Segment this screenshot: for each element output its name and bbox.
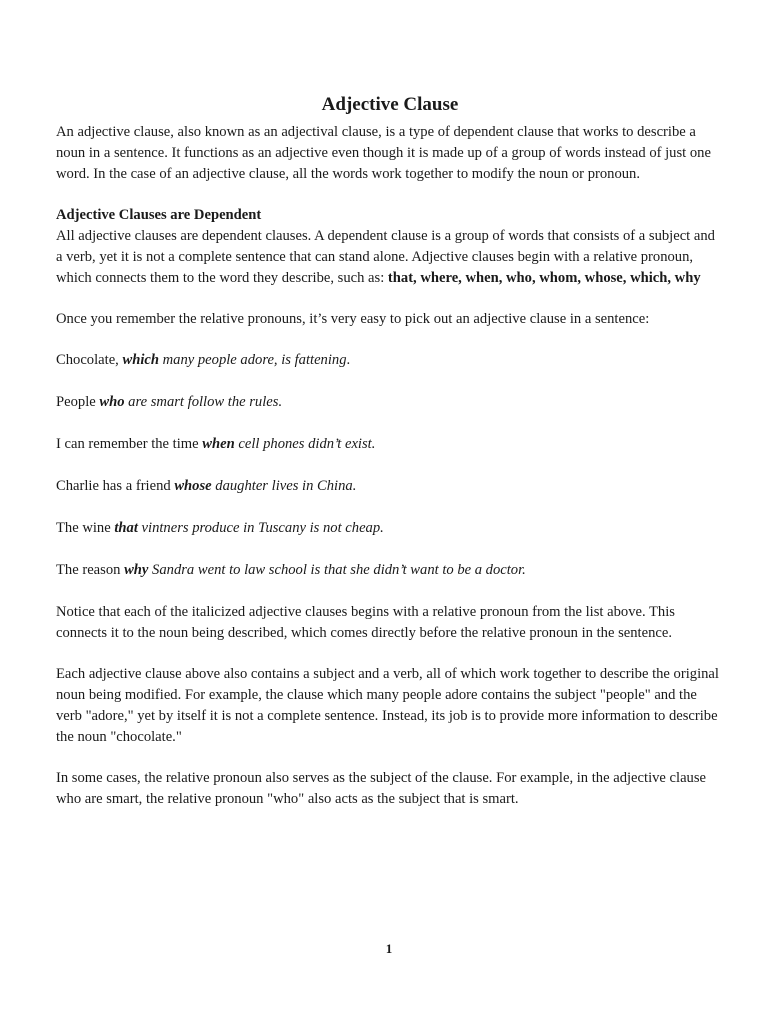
document-title: Adjective Clause [321,94,459,115]
relative-pronoun: which [122,352,159,368]
pronoun-list: that, where, when, who, whom, whose, which, why [387,270,701,286]
lead-in-paragraph: Once you remember the relative pronouns, it’s very easy to pick out an adjective clause in a sentence: [56,311,650,327]
example-text: The reason [56,562,125,578]
adjective-clause: many people adore, is fattening [158,352,347,368]
page-number: 1 [385,941,393,956]
dependent-text: All adjective clauses are dependent clauses. A dependent clause is a group of words that consists of a subject and a verb, yet it is not a complete sentence that can stand alone. Adjective clauses begin with a relative pronoun, which connects them to the word they describe, such as: [56,228,715,286]
document-page [56,94,724,830]
relative-pronoun: whose [174,478,212,494]
example-text: Charlie has a friend [56,478,175,494]
intro-paragraph: An adjective clause, also known as an adjectival clause, is a type of dependent clause that works to describe a noun in a sentence. It functions as an adjective even though it is made up of a group of words instead of just one word. In the case of an adjective clause, all the words work together to modify the noun or pronoun. [56,124,711,182]
example-sentence [56,434,724,455]
adjective-clause: are smart follow the rules. [124,394,283,410]
adjective-clause: cell phones didn’t exist. [234,436,376,452]
section-heading: Adjective Clauses are Dependent [56,207,262,223]
example-sentence [56,518,724,539]
relative-pronoun: when [202,436,235,452]
examples-list [56,350,724,581]
adjective-clause: vintners produce in Tuscany is not cheap. [137,520,384,536]
example-text: . [346,352,351,368]
example-sentence [56,392,724,413]
example-text: Chocolate, [56,352,123,368]
example-text: The wine [56,520,115,536]
adjective-clause: daughter lives in China. [211,478,357,494]
relative-pronoun: why [124,562,149,578]
dependent-paragraph [56,226,724,289]
notice-paragraph: Notice that each of the italicized adjective clauses begins with a relative pronoun from the list above. This connects it to the noun being described, which comes directly before the relative pronoun in the sentence. [56,604,675,641]
example-text: People [56,394,100,410]
example-sentence [56,476,724,497]
each-clause-paragraph: Each adjective clause above also contains a subject and a verb, all of which work together to describe the original noun being modified. For example, the clause which many people adore contains the subject "people" and the verb "adore," yet by itself it is not a complete sentence. Instead, its job is to provide more information to describe the noun "chocolate." [56,666,719,745]
some-cases-paragraph: In some cases, the relative pronoun also serves as the subject of the clause. For example, in the adjective clause who are smart, the relative pronoun "who" also acts as the subject that is smart. [56,770,707,807]
example-sentence [56,560,724,581]
relative-pronoun: that [114,520,138,536]
adjective-clause: Sandra went to law school is that she didn’t want to be a doctor. [148,562,526,578]
relative-pronoun: who [99,394,125,410]
example-text: I can remember the time [56,436,203,452]
example-sentence [56,350,724,371]
